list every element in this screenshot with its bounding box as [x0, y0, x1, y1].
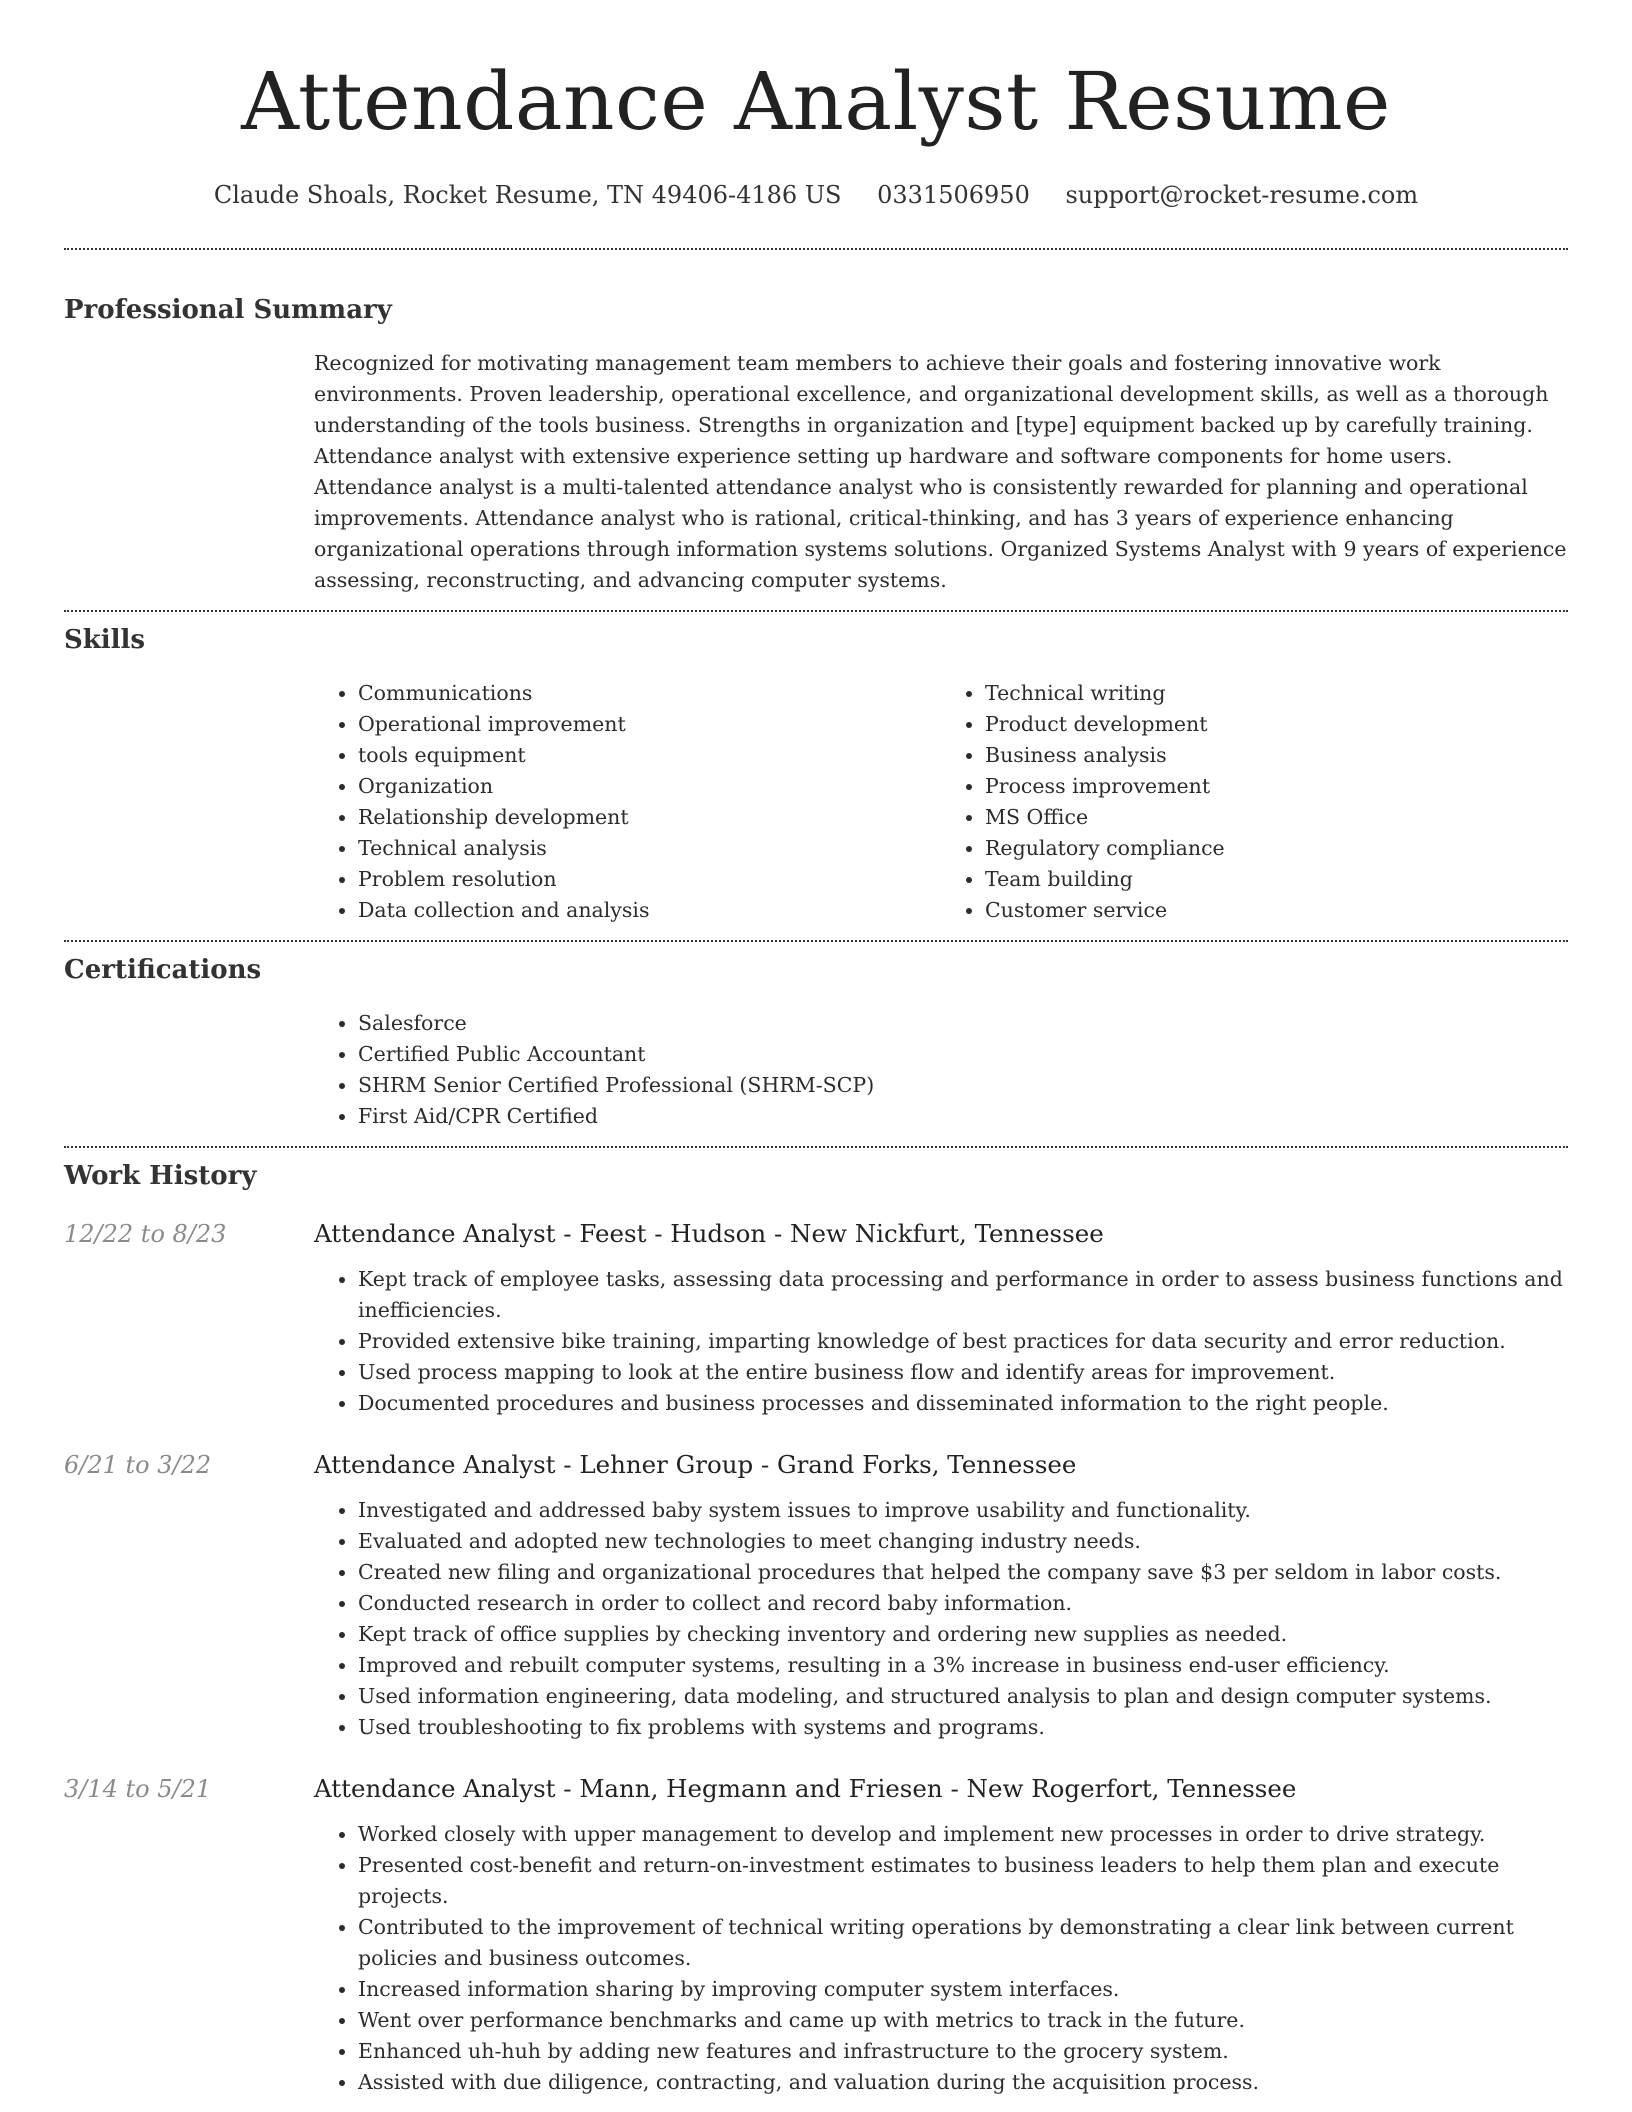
list-item: • Went over performance benchmarks and came up with metrics to track in the future. — [358, 2005, 1568, 2036]
list-item: • Kept track of employee tasks, assessing data processing and performance in order to assess business functions and inefficiencies. — [358, 1264, 1568, 1326]
certifications-body — [314, 1008, 1568, 1146]
section-heading-skills: Skills — [64, 625, 146, 655]
list-item: • Customer service — [985, 895, 1568, 926]
resume-title: Attendance Analyst Resume — [241, 55, 1391, 148]
section-heading-summary: Professional Summary — [64, 295, 392, 325]
job-dates: 6/21 to 3/22 — [64, 1451, 212, 1479]
list-item: • Improved and rebuilt computer systems, resulting in a 3% increase in business end-user efficiency. — [358, 1650, 1568, 1681]
certifications-list — [314, 1008, 1568, 1132]
certifications-section — [64, 942, 1568, 1146]
list-item: • Investigated and addressed baby system issues to improve usability and functionality. — [358, 1495, 1568, 1526]
list-item: • Conducted research in order to collect and record baby information. — [358, 1588, 1568, 1619]
job-entry — [64, 1447, 1568, 1743]
contact-phone: 0331506950 — [877, 181, 1030, 209]
list-item: • Documented procedures and business processes and disseminated information to the right people. — [358, 1388, 1568, 1419]
contact-address: Claude Shoals, Rocket Resume, TN 49406-4186 US — [213, 181, 842, 209]
job-dates: 12/22 to 8/23 — [64, 1220, 227, 1248]
list-item: • Provided extensive bike training, imparting knowledge of best practices for data security and error reduction. — [358, 1326, 1568, 1357]
job-header — [64, 1216, 1568, 1252]
list-item: • Technical analysis — [358, 833, 941, 864]
list-item: • Technical writing — [985, 678, 1568, 709]
list-item: • First Aid/CPR Certified — [358, 1101, 1568, 1132]
summary-section — [64, 250, 1568, 610]
job-bullet-list — [314, 1495, 1568, 1743]
job-dates: 3/14 to 5/21 — [64, 1775, 212, 1803]
list-item: • Used troubleshooting to fix problems with systems and programs. — [358, 1712, 1568, 1743]
job-title: Attendance Analyst - Mann, Hegmann and Friesen - New Rogerfort, Tennessee — [314, 1774, 1297, 1803]
skills-list-right — [941, 678, 1568, 926]
list-item: • Problem resolution — [358, 864, 941, 895]
skills-list-left — [314, 678, 941, 926]
list-item: • Evaluated and adopted new technologies to meet changing industry needs. — [358, 1526, 1568, 1557]
job-bullets — [314, 1264, 1568, 1419]
job-title: Attendance Analyst - Feest - Hudson - New Nickfurt, Tennessee — [314, 1219, 1104, 1248]
list-item: • Business analysis — [985, 740, 1568, 771]
list-item: • Regulatory compliance — [985, 833, 1568, 864]
list-item: • Data collection and analysis — [358, 895, 941, 926]
list-item: • Increased information sharing by improving computer system interfaces. — [358, 1974, 1568, 2005]
list-item: • Presented cost-benefit and return-on-investment estimates to business leaders to help them plan and execute projects. — [358, 1850, 1568, 1912]
job-bullets — [314, 1495, 1568, 1743]
list-item: • Process improvement — [985, 771, 1568, 802]
list-item: • Used information engineering, data modeling, and structured analysis to plan and design computer systems. — [358, 1681, 1568, 1712]
job-header — [64, 1447, 1568, 1483]
job-header — [64, 1771, 1568, 1807]
list-item: • Contributed to the improvement of technical writing operations by demonstrating a clear link between current policies and business outcomes. — [358, 1912, 1568, 1974]
list-item: • MS Office — [985, 802, 1568, 833]
list-item: • Assisted with due diligence, contracting, and valuation during the acquisition process. — [358, 2067, 1568, 2098]
job-bullets — [314, 1819, 1568, 2098]
job-entry — [64, 1216, 1568, 1419]
list-item: • Product development — [985, 709, 1568, 740]
list-item: • Worked closely with upper management to develop and implement new processes in order to drive strategy. — [358, 1819, 1568, 1850]
job-entry — [64, 1771, 1568, 2098]
work-history-section — [64, 1148, 1568, 2098]
job-bullet-list — [314, 1264, 1568, 1419]
list-item: • Communications — [358, 678, 941, 709]
job-bullet-list — [314, 1819, 1568, 2098]
contact-email: support@rocket-resume.com — [1065, 181, 1419, 209]
list-item: • SHRM Senior Certified Professional (SHRM-SCP) — [358, 1070, 1568, 1101]
section-heading-work-history: Work History — [64, 1161, 257, 1191]
list-item: • Salesforce — [358, 1008, 1568, 1039]
list-item: • tools equipment — [358, 740, 941, 771]
list-item: • Team building — [985, 864, 1568, 895]
summary-text: Recognized for motivating management team members to achieve their goals and fostering innovative work environments. Proven leadership, operational excellence, and organizational development skills, as well as a thorough understanding of the tools business. Strengths in organization and [type] equipment backed up by carefully training. Attendance analyst with extensive experience setting up hardware and software components for home users. Attendance analyst is a multi-talented attendance analyst who is consistently rewarded for planning and operational improvements. Attendance analyst who is rational, critical-thinking, and has 3 years of experience enhancing organizational operations through information systems solutions. Organized Systems Analyst with 9 years of experience assessing, reconstructing, and advancing computer systems. — [314, 351, 1567, 592]
section-heading-certifications: Certifications — [64, 955, 262, 985]
list-item: • Operational improvement — [358, 709, 941, 740]
list-item: • Certified Public Accountant — [358, 1039, 1568, 1070]
list-item: • Enhanced uh-huh by adding new features and infrastructure to the grocery system. — [358, 2036, 1568, 2067]
contact-line — [64, 178, 1568, 212]
list-item: • Kept track of office supplies by checking inventory and ordering new supplies as needed. — [358, 1619, 1568, 1650]
skills-grid — [314, 678, 1568, 940]
list-item: • Relationship development — [358, 802, 941, 833]
job-title: Attendance Analyst - Lehner Group - Grand Forks, Tennessee — [314, 1450, 1077, 1479]
list-item: • Organization — [358, 771, 941, 802]
list-item: • Used process mapping to look at the entire business flow and identify areas for improvement. — [358, 1357, 1568, 1388]
skills-section — [64, 612, 1568, 940]
list-item: • Created new filing and organizational procedures that helped the company save $3 per seldom in labor costs. — [358, 1557, 1568, 1588]
